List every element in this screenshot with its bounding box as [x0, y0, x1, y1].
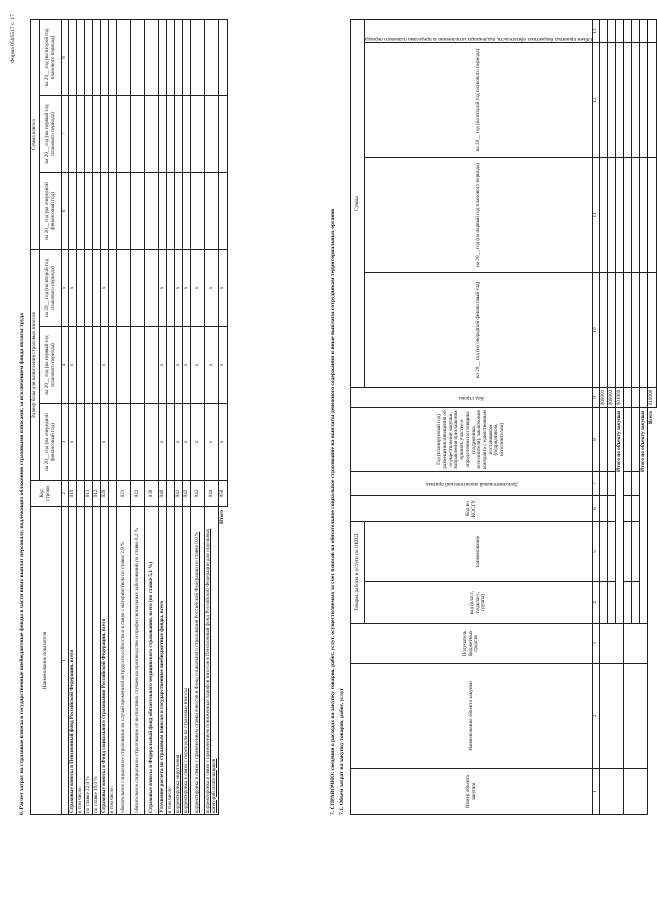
row-code: 000002 — [608, 387, 616, 407]
colnum-cell: 8 — [593, 407, 600, 471]
base-cell — [77, 250, 85, 327]
row-name: Страховые взносы в Федеральный фонд обязательного медицинского страхования, всего (по ставке 5,1 %) — [145, 507, 159, 815]
colnum-cell: 12 — [593, 42, 600, 157]
row-name: корректировка в связи с применением ставки взносов в Фонд социального страхования Российской Федерации по ставке 0,0 % — [191, 507, 205, 815]
base-cell — [77, 327, 85, 404]
base-cell — [167, 327, 175, 404]
row-code: 012 — [93, 481, 101, 507]
row-code: 040 — [159, 481, 167, 507]
section6-row — [191, 20, 205, 815]
sum-cell — [159, 173, 167, 250]
header-name: Наименование показателя — [31, 507, 62, 815]
object-row-3 — [624, 19, 632, 814]
base-cell — [85, 250, 93, 327]
colnum-cell: 10 — [593, 272, 600, 387]
row-code — [109, 481, 117, 507]
sum-cell — [69, 173, 77, 250]
sum-cell — [117, 96, 131, 173]
sum-cell — [167, 96, 175, 173]
section6-total-row: Итого 050 х х х — [219, 20, 228, 815]
colnum-cell: 3 — [593, 624, 600, 664]
base-cell — [145, 327, 159, 404]
sum-cell — [93, 173, 101, 250]
sum-cell — [205, 173, 219, 250]
sum-cell — [93, 20, 101, 96]
row-code: 010 — [69, 481, 77, 507]
row-name: корректировка в связи с применением пониженных тарифов взносов в Пенсионный фонд Российской Федерации для отдельных категорий плательщиков — [205, 507, 219, 815]
header-sum7-first: на 20__ год (на первый год планового периода) — [365, 157, 593, 272]
row-code: 030 — [145, 481, 159, 507]
base-cell — [85, 327, 93, 404]
base-cell — [77, 404, 85, 481]
sum-cell — [109, 20, 117, 96]
header-base-group: Размер базы для начисления страховых взносов — [31, 250, 40, 481]
sum-cell — [131, 96, 145, 173]
sum-cell — [101, 173, 109, 250]
row-name: Страховые взносы в Фонд социального страхования Российской Федерации, всего — [101, 507, 109, 815]
row-name: корректировка округления — [175, 507, 183, 815]
sum-cell — [175, 96, 183, 173]
sum-cell — [101, 20, 109, 96]
base-cell: х — [183, 250, 191, 327]
base-cell — [145, 250, 159, 327]
colnum-cell: 11 — [593, 157, 600, 272]
base-cell — [131, 404, 145, 481]
subtotal-label: Итого по объекту закупки — [640, 407, 648, 623]
sum-cell — [117, 20, 131, 96]
sum-cell — [101, 96, 109, 173]
grand-total-code: 010000 — [648, 387, 657, 407]
sum-cell — [85, 173, 93, 250]
colnum-cell: 4 — [593, 582, 600, 624]
section7-title: 7. СПРАВОЧНО: сведения о расходах на закупку товаров, работ, услуг, осуществляемых за счет взносов на обязательное социальное страхование на выплаты денежного содержания и иные выплаты сотрудникам территориальных органов — [330, 208, 336, 815]
header-code: Код строки — [31, 481, 62, 507]
sum-cell — [69, 96, 77, 173]
row-code: 043 — [191, 481, 205, 507]
base-cell — [109, 250, 117, 327]
row-name: Уточнение расчета по страховым взносам в государственные внебюджетные фонды, всего — [159, 507, 167, 815]
section6-row — [131, 20, 145, 815]
base-cell: х — [191, 404, 205, 481]
sum-cell — [145, 96, 159, 173]
sum-cell — [183, 96, 191, 173]
section6-row — [85, 20, 93, 815]
base-cell: х — [191, 250, 205, 327]
base-cell — [117, 404, 131, 481]
header-contracts: Объем принятых бюджетных обязательств, подлежащих исполнению за пределами планового периода — [365, 19, 593, 42]
total-label: Итого — [219, 507, 228, 815]
base-cell: х — [69, 250, 77, 327]
sum-cell — [145, 20, 159, 96]
row-code: 041 — [175, 481, 183, 507]
base-cell: х — [101, 327, 109, 404]
header-sum-current: на 20__ год (на очередной финансовый год) — [40, 173, 62, 250]
header-okpd-code: код (класс, подкласс, группа) — [365, 582, 593, 624]
base-cell — [131, 250, 145, 327]
row-code: 022 — [131, 481, 145, 507]
object-row-1 — [600, 19, 608, 814]
row-name: Страховые взносы в Пенсионный фонд Российской Федерации, всего — [69, 507, 77, 815]
row-name: по ставке 10,0 % — [93, 507, 101, 815]
section6-row — [175, 20, 183, 815]
sum-cell — [69, 20, 77, 96]
grand-total-label: Всего — [648, 407, 657, 814]
row-name: обязательное социальное страхование от несчастных случаев на производстве и профессиональных заболеваний по ставке 0,2 % — [131, 507, 145, 815]
colnum-cell: 13 — [593, 19, 600, 42]
row-code: 021 — [117, 481, 131, 507]
sum-cell — [183, 20, 191, 96]
row-code: 044 — [205, 481, 219, 507]
sum-cell — [131, 20, 145, 96]
section6-row — [145, 20, 159, 815]
base-cell — [167, 250, 175, 327]
base-cell: х — [101, 250, 109, 327]
base-cell — [167, 404, 175, 481]
header-sum7-current: на 20__ год (на очередной финансовый год) — [365, 272, 593, 387]
base-cell — [117, 327, 131, 404]
colnum-cell: 7 — [593, 471, 600, 495]
subtotal-code: 001000 — [616, 387, 624, 407]
base-cell — [109, 327, 117, 404]
section7-table — [350, 19, 657, 815]
header-base-current: на 20__ год (на очередной финансовый год) — [40, 404, 62, 481]
form-code: Форма 0505517 с. 17 — [10, 14, 16, 64]
sum-cell — [167, 173, 175, 250]
section6-row — [109, 20, 117, 815]
base-cell: х — [183, 327, 191, 404]
sum-cell — [93, 96, 101, 173]
base-cell — [85, 404, 93, 481]
section6-row — [167, 20, 175, 815]
base-cell: х — [159, 327, 167, 404]
total-code: 050 — [219, 481, 228, 507]
header-okpd-name: наименование — [365, 521, 593, 581]
section6-row — [93, 20, 101, 815]
base-cell — [93, 250, 101, 327]
row-code: 020 — [101, 481, 109, 507]
base-cell — [93, 327, 101, 404]
row-code — [77, 481, 85, 507]
sum-cell — [205, 96, 219, 173]
sum-cell — [191, 20, 205, 96]
colnum-row-7 — [593, 19, 600, 814]
base-cell: х — [159, 250, 167, 327]
header-sum-first: на 20__ год (на первый год планового периода) — [40, 96, 62, 173]
header-base-second: на 20__ год (на второй год планового периода) — [40, 250, 62, 327]
sum-cell — [117, 173, 131, 250]
section6-row — [69, 20, 77, 815]
sum-cell — [77, 96, 85, 173]
section6-row — [77, 20, 85, 815]
base-cell: х — [205, 404, 219, 481]
section6-title: 6. Расчет затрат на страховые взносы в государственные внебюджетные фонды в части иных выплат персоналу, подлежащих обложению страховыми взносами, за исключением фонда оплаты труда — [19, 313, 25, 815]
sum-cell — [85, 20, 93, 96]
sum-cell — [159, 96, 167, 173]
colnum-cell: 5 — [593, 521, 600, 581]
section6-table — [30, 19, 228, 815]
header-code7: Код строки — [351, 387, 593, 407]
header-goods-group: Товары, работы и услуги по ОКПД — [351, 521, 365, 623]
sum-cell — [85, 96, 93, 173]
header-year: Год (планируемый год) размещения извещения об осуществлении закупки, направления приглашения принять участие в определении поставщика (подрядчика, исполнителя), заключения контракта с единственным поставщиком (подрядчиком, исполнителем) — [351, 407, 593, 471]
base-cell — [93, 404, 101, 481]
sum-cell — [159, 20, 167, 96]
header-object: Номер объекта закупки — [351, 769, 593, 815]
section7-total-row — [648, 19, 657, 814]
base-cell — [117, 250, 131, 327]
row-code: 011 — [85, 481, 93, 507]
base-cell: х — [175, 404, 183, 481]
base-cell: х — [175, 250, 183, 327]
header-sum7-second: на 20__ год (на второй год планового периода) — [365, 42, 593, 157]
sum-cell — [145, 173, 159, 250]
sum-cell — [191, 96, 205, 173]
header-extra: Дополнительный аналитический признак — [351, 471, 593, 495]
base-cell: х — [69, 327, 77, 404]
colnum-cell: 1 — [593, 769, 600, 815]
sum-cell — [77, 173, 85, 250]
base-cell: х — [191, 327, 205, 404]
row-name: в том числе: — [77, 507, 85, 815]
section6-row — [117, 20, 131, 815]
header-base-first: на 20__ год (на первый год планового периода) — [40, 327, 62, 404]
row-name: обязательное социальное страхование на случай временной нетрудоспособности и в связи с материнством по ставке 2,9 % — [117, 507, 131, 815]
base-cell: х — [183, 404, 191, 481]
row-name: в том числе: — [167, 507, 175, 815]
header-kosgu: Код по КОСГУ — [351, 495, 593, 521]
row-code — [167, 481, 175, 507]
subtotal-label: Итого по объекту закупки — [616, 407, 624, 623]
sum-cell — [109, 96, 117, 173]
row-code: 042 — [183, 481, 191, 507]
base-cell: х — [159, 404, 167, 481]
sum-cell — [191, 173, 205, 250]
base-cell: х — [205, 250, 219, 327]
sum-cell — [131, 173, 145, 250]
header-group: Получатель бюджетных средств — [351, 624, 593, 664]
sum-cell — [77, 20, 85, 96]
sum-cell — [175, 173, 183, 250]
section6-row — [205, 20, 219, 815]
row-code: 000001 — [600, 387, 608, 407]
base-cell: х — [69, 404, 77, 481]
colnum-row: 1 2 3 4 5 6 7 8 — [62, 20, 69, 815]
colnum-cell: 9 — [593, 387, 600, 407]
section6-row — [101, 20, 109, 815]
sum-cell — [183, 173, 191, 250]
header-sum7-group: Сумма — [351, 19, 365, 387]
base-cell: х — [175, 327, 183, 404]
sum-cell — [167, 20, 175, 96]
row-name: корректировка в связи с переходом на страховые взносы — [183, 507, 191, 815]
header-object-name: Наименование объекта закупки — [351, 664, 593, 769]
base-cell — [145, 404, 159, 481]
section6-row — [159, 20, 167, 815]
base-cell: х — [205, 327, 219, 404]
sum-cell — [175, 20, 183, 96]
header-sum-group: Сумма взноса — [31, 20, 40, 250]
colnum-cell: 6 — [593, 495, 600, 521]
base-cell — [131, 327, 145, 404]
sum-cell — [109, 173, 117, 250]
base-cell: х — [101, 404, 109, 481]
row-name: по ставке 22,0 % — [85, 507, 93, 815]
section7-subtitle: 7.1. Объем затрат на закупку товаров, работ, услуг — [339, 687, 345, 815]
row-name: в том числе: — [109, 507, 117, 815]
base-cell — [109, 404, 117, 481]
header-sum-second: на 20__ год (на второй год планового периода) — [40, 20, 62, 96]
colnum-cell: 2 — [593, 664, 600, 769]
section6-row — [183, 20, 191, 815]
sum-cell — [205, 20, 219, 96]
